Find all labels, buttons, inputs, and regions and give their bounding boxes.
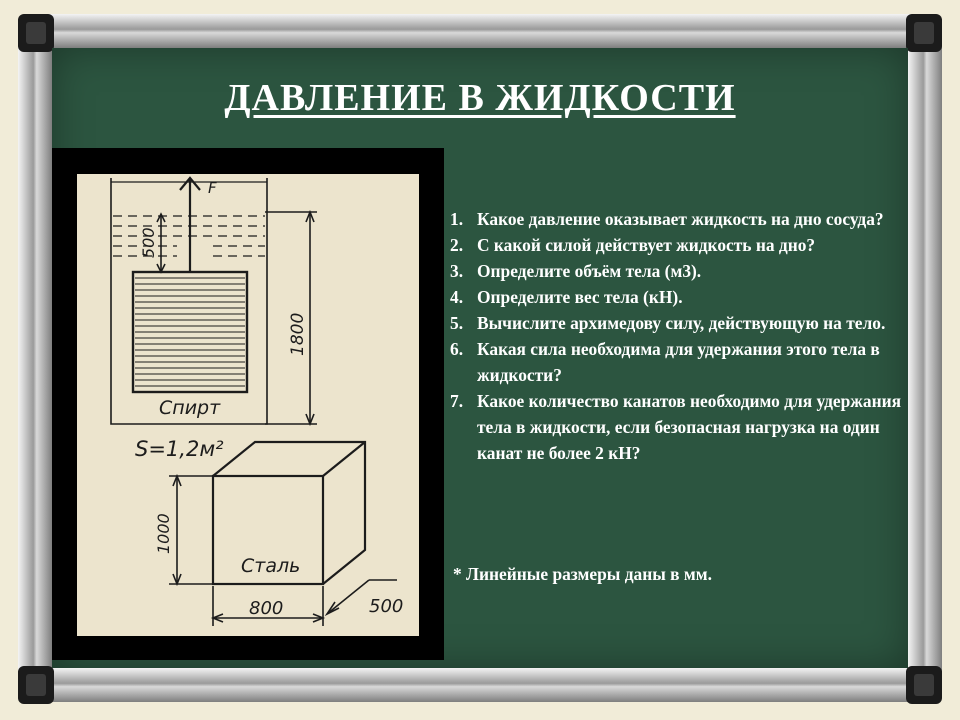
question-number: 2. <box>450 235 464 255</box>
area-label: S=1,2м² <box>135 437 224 461</box>
list-item <box>450 336 902 388</box>
drawing-paper <box>77 174 419 636</box>
frame-corner-bottom-right <box>906 666 942 704</box>
frame-corner-bottom-left <box>18 666 54 704</box>
question-number: 7. <box>450 391 464 411</box>
board-frame-right <box>908 40 942 680</box>
list-item <box>450 258 902 284</box>
drawing-frame <box>52 148 444 660</box>
question-text: Определите объём тела (м3). <box>477 261 702 281</box>
question-text: Какая сила необходима для удержания этого тела в жидкости? <box>477 339 880 385</box>
question-text: Какое давление оказывает жидкость на дно сосуда? <box>477 209 884 229</box>
question-text: Вычислите архимедову силу, действующую на тело. <box>477 313 886 333</box>
vessel-height-label: 1800 <box>288 312 308 356</box>
frame-corner-top-right <box>906 14 942 52</box>
question-number: 3. <box>450 261 464 281</box>
chalkboard <box>52 48 908 668</box>
block-height-label: 1000 <box>154 513 173 554</box>
question-number: 4. <box>450 287 464 307</box>
force-label: F <box>208 179 217 197</box>
block-depth-label: 500 <box>369 596 404 617</box>
question-text: Определите вес тела (кН). <box>477 287 683 307</box>
question-number: 5. <box>450 313 464 333</box>
depth-dimension-label: 500 <box>139 227 158 258</box>
list-item <box>450 284 902 310</box>
footnote: * Линейные размеры даны в мм. <box>453 564 712 584</box>
liquid-label: Спирт <box>159 397 221 419</box>
frame-corner-top-left <box>18 14 54 52</box>
board-frame-bottom <box>40 668 920 702</box>
board-frame-top <box>40 14 920 48</box>
list-item <box>450 310 902 336</box>
question-text: Какое количество канатов необходимо для удержания тела в жидкости, если безопасная нагрузка на один канат не более 2 кН? <box>477 391 902 463</box>
block-width-label: 800 <box>249 598 284 619</box>
question-number: 6. <box>450 339 464 359</box>
question-number: 1. <box>450 209 464 229</box>
question-text: С какой силой действует жидкость на дно? <box>477 235 816 255</box>
list-item <box>450 232 902 258</box>
block-label: Сталь <box>241 555 301 577</box>
board-frame-left <box>18 40 52 680</box>
list-item <box>450 388 902 466</box>
submerged-block-hatch <box>135 278 245 386</box>
problem-drawing <box>77 174 419 636</box>
page-title: ДАВЛЕНИЕ В ЖИДКОСТИ <box>224 77 736 119</box>
list-item <box>450 206 902 232</box>
block-height-dimension <box>169 476 213 584</box>
question-list <box>450 206 902 466</box>
